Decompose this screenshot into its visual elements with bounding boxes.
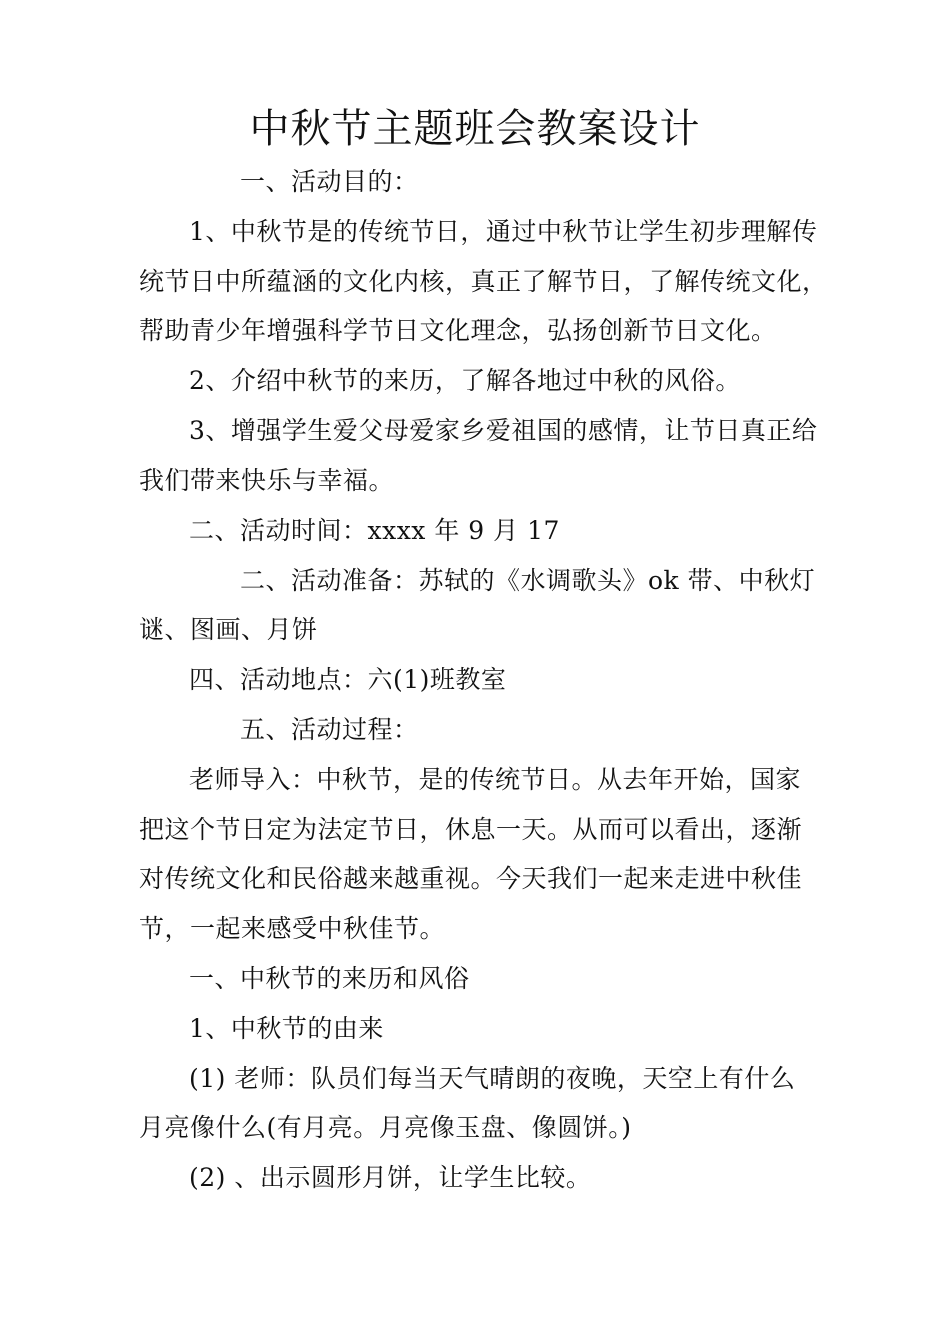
- paragraph-line: 我们带来快乐与幸福。: [139, 466, 395, 495]
- subsection-heading: 1、中秋节的由来: [189, 1014, 384, 1043]
- paragraph-line: 1、中秋节是的传统节日，通过中秋节让学生初步理解传: [189, 217, 818, 246]
- paragraph-line: 3、增强学生爱父母爱家乡爱祖国的感情，让节日真正给: [189, 416, 818, 445]
- heading-activity-time: 二、活动时间：xxxx 年 9 月 17: [189, 516, 560, 545]
- document-title: 中秋节主题班会教案设计: [249, 106, 701, 152]
- paragraph-line: 谜、图画、月饼: [139, 615, 318, 644]
- heading-activity-preparation: 二、活动准备：苏轼的《水调歌头》ok 带、中秋灯: [240, 566, 816, 595]
- heading-activity-location: 四、活动地点：六(1)班教室: [189, 665, 507, 694]
- section-heading: 一、中秋节的来历和风俗: [189, 964, 470, 993]
- paragraph-line: (1) 老师：队员们每当天气晴朗的夜晚，天空上有什么: [189, 1064, 796, 1093]
- paragraph-line: 2、介绍中秋节的来历，了解各地过中秋的风俗。: [189, 366, 741, 395]
- paragraph-line: 老师导入：中秋节，是的传统节日。从去年开始，国家: [189, 765, 802, 794]
- paragraph-line: 统节日中所蕴涵的文化内核，真正了解节日，了解传统文化，: [139, 267, 828, 296]
- paragraph-line: 帮助青少年增强科学节日文化理念，弘扬创新节日文化。: [139, 316, 777, 345]
- heading-activity-goals: 一、活动目的：: [240, 167, 419, 196]
- paragraph-line: 节，一起来感受中秋佳节。: [139, 914, 446, 943]
- heading-activity-process: 五、活动过程：: [240, 715, 419, 744]
- paragraph-line: (2) 、出示圆形月饼，让学生比较。: [189, 1163, 592, 1192]
- paragraph-line: 对传统文化和民俗越来越重视。今天我们一起来走进中秋佳: [139, 864, 803, 893]
- paragraph-line: 把这个节日定为法定节日，休息一天。从而可以看出，逐渐: [139, 815, 803, 844]
- paragraph-line: 月亮像什么(有月亮。月亮像玉盘、像圆饼。): [139, 1113, 632, 1142]
